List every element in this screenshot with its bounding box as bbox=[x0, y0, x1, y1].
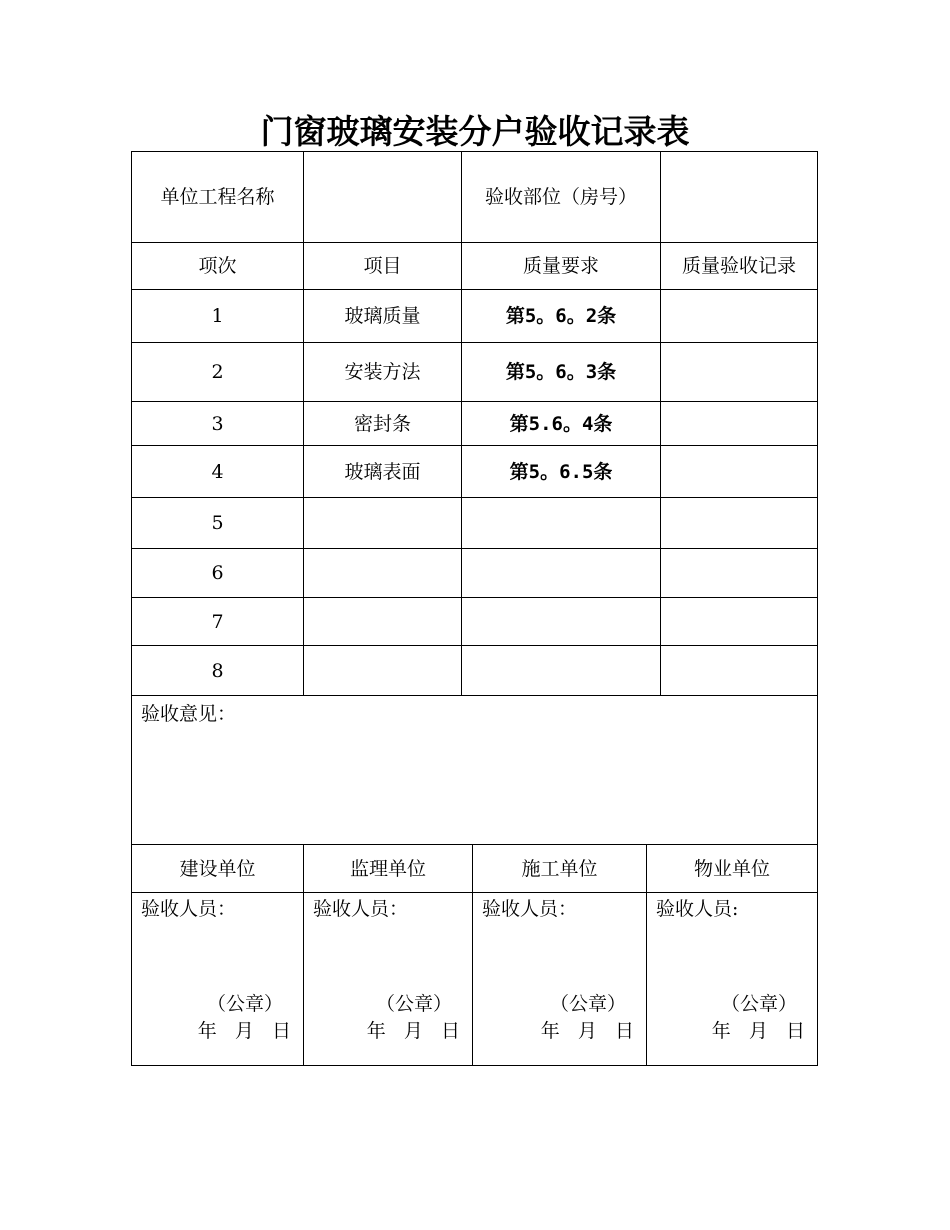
date-label: 年 月 日 bbox=[197, 1020, 291, 1042]
official-seal-label: （公章） bbox=[549, 993, 626, 1015]
page-title: 门窗玻璃安装分户验收记录表 bbox=[260, 112, 690, 151]
signature-row bbox=[132, 893, 818, 1066]
row-record-cell[interactable] bbox=[661, 498, 818, 549]
row-no: 4 bbox=[132, 446, 304, 498]
row-requirement: 第5。6。2条 bbox=[462, 290, 661, 343]
inspector-label: 验收人员： bbox=[482, 898, 578, 920]
row-item[interactable] bbox=[304, 498, 462, 549]
row-record-cell[interactable] bbox=[661, 343, 818, 402]
signature-cell-property[interactable] bbox=[647, 893, 818, 1066]
inspector-label: 验收人员: bbox=[656, 898, 739, 920]
date-label: 年 月 日 bbox=[540, 1020, 634, 1042]
official-seal-label: （公章） bbox=[721, 993, 798, 1015]
row-requirement[interactable] bbox=[462, 646, 661, 696]
column-header-record: 质量验收记录 bbox=[661, 243, 818, 290]
row-requirement[interactable] bbox=[462, 498, 661, 549]
row-item[interactable] bbox=[304, 549, 462, 598]
column-header-requirement: 质量要求 bbox=[462, 243, 661, 290]
row-no: 8 bbox=[132, 646, 304, 696]
inspector-label: 验收人员： bbox=[141, 898, 237, 920]
row-requirement: 第5。6。3条 bbox=[462, 343, 661, 402]
column-header-item: 项目 bbox=[304, 243, 462, 290]
location-cell[interactable] bbox=[661, 152, 818, 243]
unit-construction-owner: 建设单位 bbox=[132, 845, 304, 893]
units-row bbox=[132, 845, 818, 893]
date-label: 年 月 日 bbox=[366, 1020, 460, 1042]
row-record-cell[interactable] bbox=[661, 598, 818, 646]
signature-cell-contractor[interactable] bbox=[473, 893, 647, 1066]
row-no: 3 bbox=[132, 402, 304, 446]
row-record-cell[interactable] bbox=[661, 549, 818, 598]
opinion-row bbox=[132, 696, 818, 845]
row-requirement[interactable] bbox=[462, 549, 661, 598]
table-row bbox=[132, 646, 818, 696]
signature-cell-supervisor[interactable] bbox=[304, 893, 473, 1066]
table-row bbox=[132, 549, 818, 598]
row-no: 7 bbox=[132, 598, 304, 646]
column-header-row bbox=[132, 243, 818, 290]
row-item[interactable] bbox=[304, 598, 462, 646]
table-row bbox=[132, 343, 818, 402]
unit-supervisor: 监理单位 bbox=[304, 845, 473, 893]
project-name-label: 单位工程名称 bbox=[132, 152, 304, 243]
table-row bbox=[132, 446, 818, 498]
project-name-cell[interactable] bbox=[304, 152, 462, 243]
row-record-cell[interactable] bbox=[661, 646, 818, 696]
row-item: 玻璃质量 bbox=[304, 290, 462, 343]
opinion-label: 验收意见： bbox=[141, 703, 237, 725]
table-row bbox=[132, 498, 818, 549]
inspector-label: 验收人员： bbox=[313, 898, 409, 920]
column-header-no: 项次 bbox=[132, 243, 304, 290]
table-row bbox=[132, 290, 818, 343]
row-item: 玻璃表面 bbox=[304, 446, 462, 498]
row-requirement: 第5。6.5条 bbox=[462, 446, 661, 498]
location-label: 验收部位（房号） bbox=[462, 152, 661, 243]
row-requirement: 第5.6。4条 bbox=[462, 402, 661, 446]
row-no: 1 bbox=[132, 290, 304, 343]
row-record-cell[interactable] bbox=[661, 402, 818, 446]
row-record-cell[interactable] bbox=[661, 446, 818, 498]
row-item[interactable] bbox=[304, 646, 462, 696]
header-row bbox=[132, 152, 818, 243]
signature-cell-owner[interactable] bbox=[132, 893, 304, 1066]
date-label: 年 月 日 bbox=[711, 1020, 806, 1042]
acceptance-record-table bbox=[131, 151, 818, 1066]
row-record-cell[interactable] bbox=[661, 290, 818, 343]
row-item: 密封条 bbox=[304, 402, 462, 446]
row-no: 5 bbox=[132, 498, 304, 549]
row-item: 安装方法 bbox=[304, 343, 462, 402]
table-row bbox=[132, 402, 818, 446]
row-requirement[interactable] bbox=[462, 598, 661, 646]
official-seal-label: （公章） bbox=[206, 993, 283, 1015]
table-row bbox=[132, 598, 818, 646]
unit-contractor: 施工单位 bbox=[473, 845, 647, 893]
row-no: 6 bbox=[132, 549, 304, 598]
row-no: 2 bbox=[132, 343, 304, 402]
unit-property-management: 物业单位 bbox=[647, 845, 818, 893]
opinion-cell[interactable] bbox=[132, 696, 818, 845]
official-seal-label: （公章） bbox=[375, 993, 452, 1015]
